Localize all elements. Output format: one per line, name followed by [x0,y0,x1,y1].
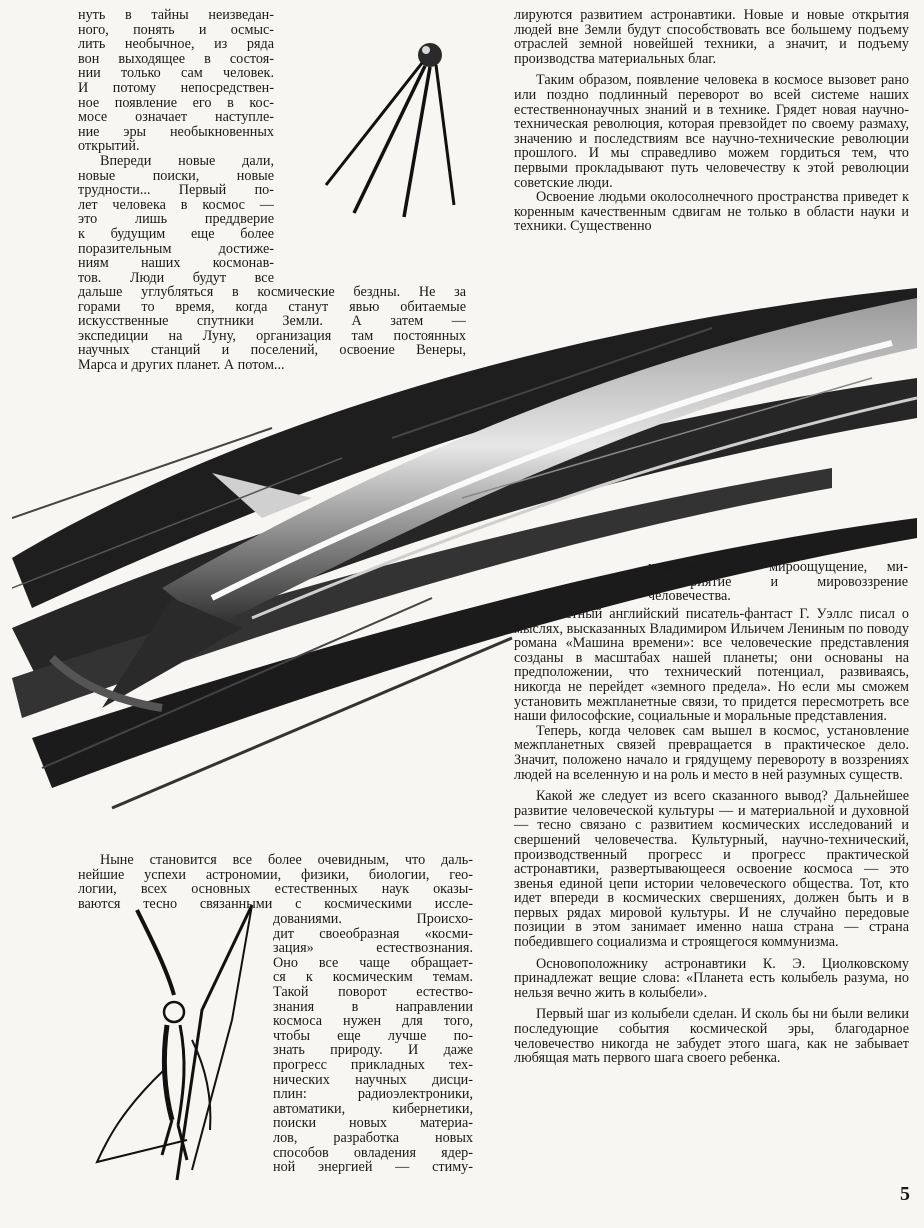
text-line: новые поиски, новые [78,167,274,184]
paragraph: Первый шаг из колыбели сделан. И сколь бы ни были велики последующие события космической эры, благодарное человечество никогда не забудет этого шага, как не забывает любящая мать первого шага своего ребенка. [514,1006,909,1067]
paragraph: Основоположнику астронавтики К. Э. Циолковскому принадлежат вещие слова: «Планета есть колыбель разума, но нельзя вечно жить в колыбели». [514,955,909,1001]
top-left-column [78,8,274,285]
text-line: поразительным достиже- [78,240,274,257]
text-line: ное появление его в кос- [78,94,274,111]
paragraph: лируются развитием астронавтики. Новые и новые открытия людей вне Земли будут способствовать все большему подъему отраслей земной новейшей техники, а значит, и подъему производства материальных благ. [514,7,909,67]
text-line: Ныне становится все более очевидным, что даль- [100,852,473,868]
mid-right-block [648,560,908,604]
text-line: ниям наших космонав- [78,255,274,272]
text-line: это лишь преддверие [78,211,274,228]
text-line: ровосприятие и мировоззрение [648,573,908,590]
page-number: 5 [900,1183,910,1205]
paragraph: Таким образом, появление человека в космосе вызовет рано или поздно подлинный переворот во всей системе наших естественнонаучных знаний и в технике. Грядет новая научно-техническая революция, которая превзойдет по своему размаху, значению и последствиям все научно-технические революции прошлого. И мы справедливо можем гордиться тем, что первыми прокладывают путь человечеству к этой революции советские люди. [514,72,909,191]
cosmonaut-icon [97,905,252,1180]
text-line: И потому непосредствен- [78,79,274,96]
text-line: чтобы еще лучше по- [273,1027,473,1044]
text-line: мосе означает наступле- [78,109,274,126]
text-line: космоса нужен для того, [273,1013,473,1030]
bottom-left-narrow [273,912,473,1175]
top-right-column [514,8,909,234]
paragraph: Теперь, когда человек сам вышел в космос, установление межпланетных связей превращается в практическое дело. Значит, положено начало и грядущему перевороту в воззрениях людей на вселенную и на роль и место в ней разумных существ. [514,722,909,783]
text-line: тов. Люди будут все [78,269,274,286]
text-line: ние эры необыкновенных [78,123,274,140]
sputnik-illustration [312,35,482,220]
text-line: ного, понять и осмыс- [78,21,274,38]
text-line: нии только сам человек. [78,65,274,82]
cosmonaut-illustration [92,900,277,1190]
text-line: лить необычное, из ряда [78,36,274,53]
text-line: Марса и других планет. А потом... [78,356,285,373]
text-line: нуть в тайны неизведан- [78,7,274,23]
sputnik-icon [326,43,454,217]
text-line: изменится все мироощущение, ми- [648,559,908,575]
text-line: способов овладения ядер- [273,1144,473,1161]
text-line: дованиями. Происхо- [273,911,473,927]
text-line: знать природу. И даже [273,1042,473,1059]
bottom-left-wide [78,853,473,911]
text-line: горами то время, когда станут явью обитаемые [78,298,466,315]
text-line: вон выходящее в состоя- [78,50,274,67]
text-line: нейшие успехи астрономии, физики, биологии, гео- [78,866,473,883]
paragraph: Освоение людьми околосолнечного пространства приведет к коренным качественным сдвигам не только в области науки и техники. Существенно [514,189,909,235]
text-line: экспедиции на Луну, организация там постоянных [78,327,466,344]
text-line: искусственные спутники Земли. А затем — [78,313,466,330]
paragraph: Какой же следует из всего сказанного вывод? Дальнейшее развитие человеческой культуры — и материальной и духовной — тесно связано с развитием космических исследований и свершений человечества. Культурный, научно-технический, производственный прогресс и прогресс практической астронавтики, развертывающееся освоение космоса — это звенья единой цепи истории человеческого общества. Тот, кто идет впереди в космических свершениях, должен быть и в первых рядах мировой культуры. И не случайно передовые позиции в этом занимает именно наша страна — страна победившего социализма и строящегося коммунизма. [514,788,909,951]
text-line: лов, разработка новых [273,1129,473,1146]
text-line: автоматики, кибернетики, [273,1100,473,1117]
text-line: дит своеобразная «косми- [273,925,473,942]
text-line: к будущим еще более [78,225,274,242]
text-line: нических научных дисци- [273,1071,473,1088]
text-line: логии, всех основных естественных наук оказы- [78,881,473,898]
text-line: трудности... Первый по- [78,182,274,199]
text-line: Впереди новые дали, [100,152,274,169]
text-line: поиски новых материа- [273,1115,473,1132]
text-line: зация» естествознания. [273,940,473,957]
text-line: ся к космическим темам. [273,969,473,986]
text-line: ной энергией — стиму- [273,1159,473,1176]
text-line: ваются тесно связанными с космическими иссле- [78,895,473,912]
text-line: Оно все чаще обращает- [273,954,473,971]
text-line: открытий. [78,138,140,155]
top-left-wide [78,285,466,373]
text-line: лет человека в космос — [78,196,274,213]
right-column [514,607,909,1066]
text-line: знания в направлении [273,998,473,1015]
text-line: дальше углубляться в космические бездны. Не за [78,284,466,300]
paragraph: Известный английский писатель-фантаст Г. Уэллс писал о мыслях, высказанных Владимиром Ильичем Лениным по поводу романа «Машина времени»: все человеческие представления созданы в масштабах нашей планеты; они основаны на предположении, что технический потенциал, развиваясь, никогда не перейдет «земного предела». Но если мы сможем установить межпланетные связи, то придется пересмотреть все наши философские, социальные и моральные представления. [514,606,909,725]
text-line: человечества. [648,588,731,605]
text-line: прогресс прикладных тех- [273,1056,473,1073]
text-line: Такой поворот естество- [273,983,473,1000]
text-line: научных станций и поселений, освоение Венеры, [78,342,466,359]
text-line: плин: радиоэлектроники, [273,1086,473,1103]
